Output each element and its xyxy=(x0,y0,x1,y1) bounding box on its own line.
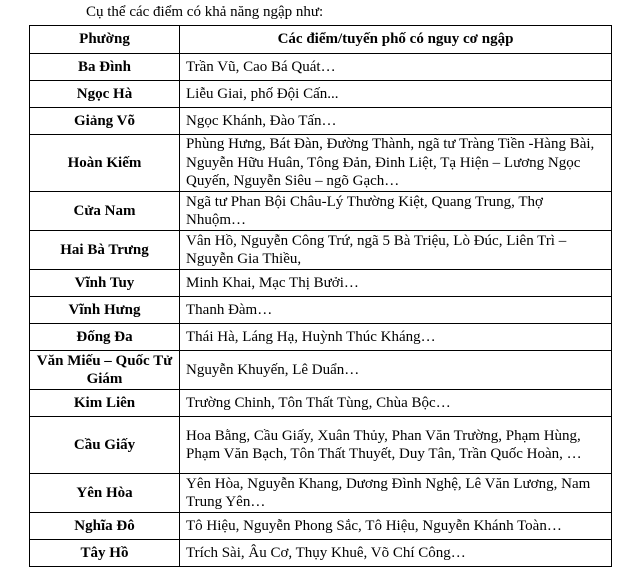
table-row xyxy=(30,351,612,390)
ward-name: Kim Liên xyxy=(30,390,180,417)
flood-points: Thái Hà, Láng Hạ, Huỳnh Thúc Kháng… xyxy=(180,324,612,351)
table-row xyxy=(30,417,612,474)
ward-name: Yên Hòa xyxy=(30,474,180,513)
flood-points: Phùng Hưng, Bát Đàn, Đường Thành, ngã tư Tràng Tiền -Hàng Bài, Nguyễn Hữu Huân, Tông Đản, Đinh Liệt, Tạ Hiện – Lương Ngọc Quyến, Nguyễn Siêu – ngõ Gạch… xyxy=(180,135,612,192)
table-row xyxy=(30,390,612,417)
flood-points-table xyxy=(29,25,612,567)
ward-name: Hai Bà Trưng xyxy=(30,231,180,270)
flood-points: Trường Chinh, Tôn Thất Tùng, Chùa Bộc… xyxy=(180,390,612,417)
table-row xyxy=(30,81,612,108)
table-row xyxy=(30,324,612,351)
table-row xyxy=(30,108,612,135)
table-row xyxy=(30,474,612,513)
ward-name: Cửa Nam xyxy=(30,192,180,231)
table-header-row xyxy=(30,26,612,54)
ward-name: Văn Miếu – Quốc Tử Giám xyxy=(30,351,180,390)
table-row xyxy=(30,192,612,231)
flood-points: Thanh Đàm… xyxy=(180,297,612,324)
ward-name: Vĩnh Tuy xyxy=(30,270,180,297)
ward-name: Vĩnh Hưng xyxy=(30,297,180,324)
flood-points: Hoa Bằng, Cầu Giấy, Xuân Thủy, Phan Văn Trường, Phạm Hùng, Phạm Văn Bạch, Tôn Thất Thuyết, Duy Tân, Trần Quốc Hoàn, … xyxy=(180,417,612,474)
flood-points: Liễu Giai, phố Đội Cấn... xyxy=(180,81,612,108)
table-row xyxy=(30,231,612,270)
intro-text: Cụ thể các điểm có khả năng ngập như: xyxy=(86,4,324,20)
table-row xyxy=(30,135,612,192)
ward-name: Hoàn Kiếm xyxy=(30,135,180,192)
table-row xyxy=(30,270,612,297)
ward-name: Ngọc Hà xyxy=(30,81,180,108)
flood-points: Ngã tư Phan Bội Châu-Lý Thường Kiệt, Quang Trung, Thợ Nhuộm… xyxy=(180,192,612,231)
table-row xyxy=(30,513,612,540)
flood-points: Yên Hòa, Nguyễn Khang, Dương Đình Nghệ, Lê Văn Lương, Nam Trung Yên… xyxy=(180,474,612,513)
flood-points: Ngọc Khánh, Đào Tấn… xyxy=(180,108,612,135)
header-ward: Phường xyxy=(30,26,180,54)
flood-points: Tô Hiệu, Nguyễn Phong Sắc, Tô Hiệu, Nguyễn Khánh Toàn… xyxy=(180,513,612,540)
flood-points: Vân Hồ, Nguyễn Công Trứ, ngã 5 Bà Triệu, Lò Đúc, Liên Trì – Nguyễn Gia Thiều, xyxy=(180,231,612,270)
flood-points: Nguyễn Khuyến, Lê Duẩn… xyxy=(180,351,612,390)
flood-points: Trích Sài, Âu Cơ, Thụy Khuê, Võ Chí Công… xyxy=(180,540,612,567)
ward-name: Giảng Võ xyxy=(30,108,180,135)
ward-name: Đống Đa xyxy=(30,324,180,351)
table-row xyxy=(30,540,612,567)
ward-name: Tây Hồ xyxy=(30,540,180,567)
flood-points: Minh Khai, Mạc Thị Bưởi… xyxy=(180,270,612,297)
table-row xyxy=(30,54,612,81)
flood-points: Trần Vũ, Cao Bá Quát… xyxy=(180,54,612,81)
ward-name: Nghĩa Đô xyxy=(30,513,180,540)
ward-name: Cầu Giấy xyxy=(30,417,180,474)
header-points: Các điểm/tuyến phố có nguy cơ ngập xyxy=(180,26,612,54)
table-row xyxy=(30,297,612,324)
ward-name: Ba Đình xyxy=(30,54,180,81)
